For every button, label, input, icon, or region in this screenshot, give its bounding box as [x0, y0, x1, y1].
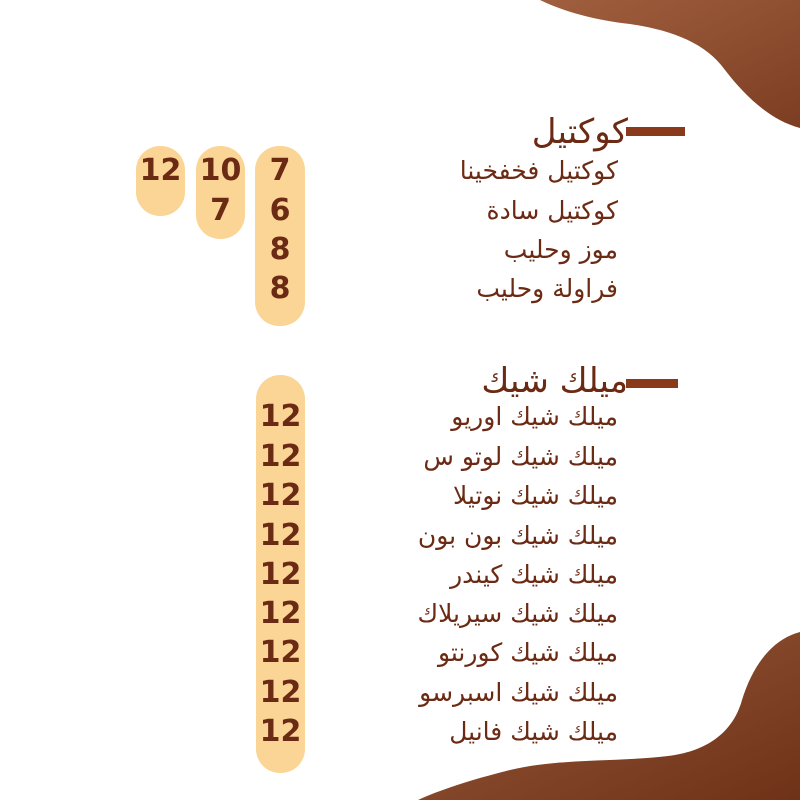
menu-item-price: 10 — [199, 153, 242, 188]
menu-item-price: 12 — [259, 714, 302, 749]
menu-item-price: 8 — [269, 271, 291, 306]
menu-item: ميلك شيك كيندر — [450, 560, 618, 589]
menu-item-price: 12 — [259, 518, 302, 553]
menu-item: ميلك شيك اسبرسو — [419, 678, 618, 707]
menu-item: ميلك شيك كورنتو — [437, 638, 618, 667]
top-right-blob — [540, 0, 800, 128]
menu-item-price: 8 — [269, 232, 291, 267]
menu-item: ميلك شيك اوريو — [451, 402, 618, 431]
menu-item-price: 12 — [259, 596, 302, 631]
menu-item: ميلك شيك سيريلاك — [417, 599, 618, 628]
menu-item-price: 6 — [269, 193, 291, 228]
milkshake-heading-bar — [626, 379, 678, 388]
menu-item-price: 7 — [210, 193, 231, 228]
menu-item: فراولة وحليب — [476, 274, 618, 303]
menu-item: ميلك شيك لوتو س — [423, 442, 618, 471]
menu-item: كوكتيل فخفخينا — [459, 156, 618, 185]
menu-item-price: 12 — [139, 153, 182, 188]
cocktail-heading: كوكتيل — [531, 112, 628, 152]
menu-item: ميلك شيك نوتيلا — [452, 481, 618, 510]
menu-item-price: 12 — [259, 557, 302, 592]
menu-item: ميلك شيك بون بون — [417, 521, 618, 550]
menu-item: ميلك شيك فانيل — [449, 717, 618, 746]
menu-item-price: 7 — [269, 153, 291, 188]
menu-item-price: 12 — [259, 478, 302, 513]
menu-item-price: 12 — [259, 635, 302, 670]
cocktail-heading-bar — [626, 127, 685, 136]
menu-item: كوكتيل سادة — [486, 196, 618, 225]
menu-item-price: 12 — [259, 439, 302, 474]
menu-item: موز وحليب — [503, 235, 618, 264]
menu-item-price: 12 — [259, 399, 302, 434]
menu-item-price: 12 — [259, 675, 302, 710]
milkshake-heading: ميلك شيك — [481, 361, 628, 401]
